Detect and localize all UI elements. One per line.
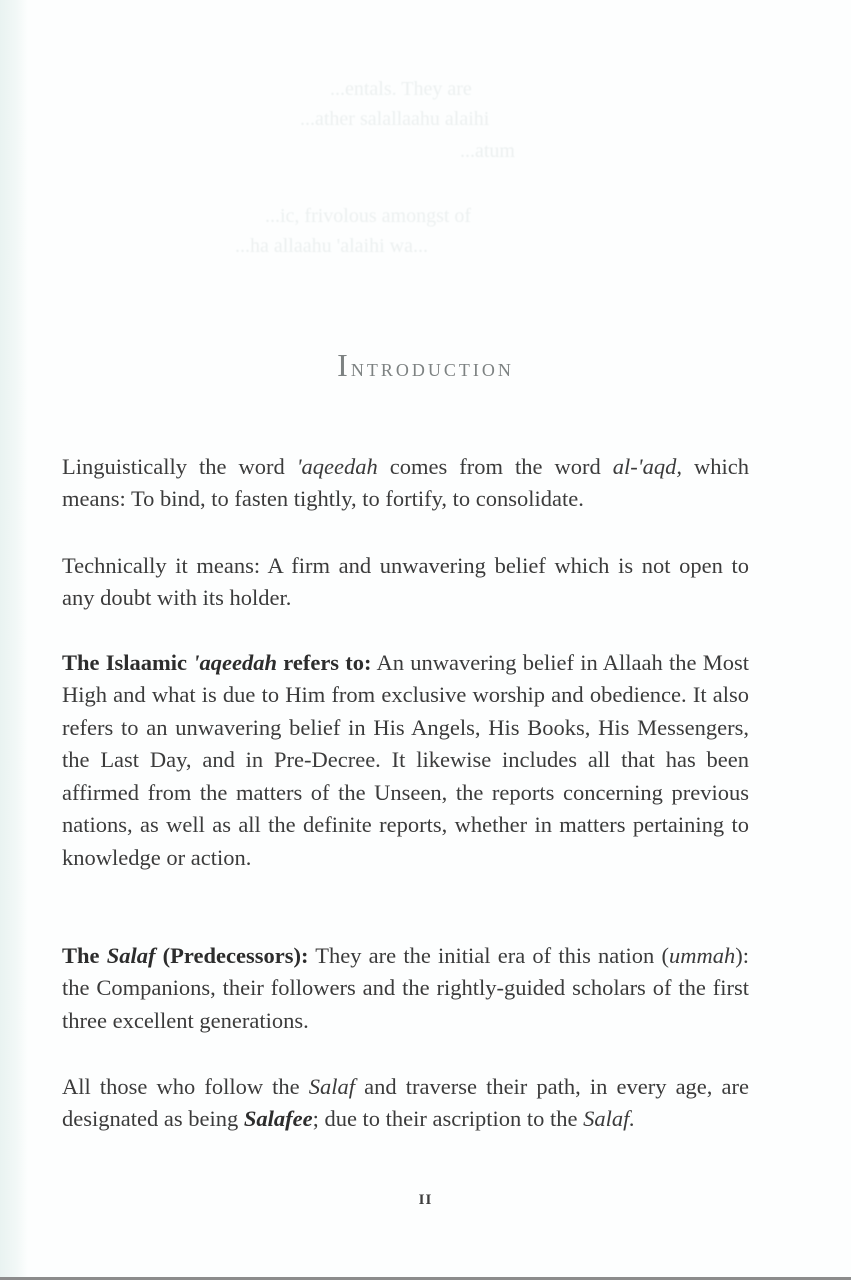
text-run: Salaf (308, 1073, 356, 1099)
text-run: ): the Companions, their followers and the rightly-guided scholars of the first three excellent generations. (62, 942, 749, 1033)
bleed-line: ...ha allaahu 'alaihi wa... (235, 235, 428, 257)
paragraph-linguistic (62, 451, 749, 516)
text-run: They are the initial era of this nation ( (308, 942, 669, 968)
text-run: 'aqeedah (296, 453, 378, 479)
text-run: and traverse their path, in every age, are designated as being (62, 1073, 749, 1131)
text-run: An unwavering belief in Allaah the Most High and what is due to Him from exclusive worship and obedience. It also refers to an unwavering belief in His Angels, His Books, His Messengers, the Last Day, and in Pre-Decree. It likewise includes all that has been affirmed from the matters of the Unseen, the reports concerning previous nations, as well as all the definite reports, whether in matters pertaining to knowledge or action. (62, 649, 749, 870)
text-run: al-'aqd, (612, 453, 682, 479)
paragraph-salaf (62, 940, 749, 1038)
text-run: Technically it means: A firm and unwavering belief which is not open to any doubt with its holder. (62, 552, 749, 610)
paragraph-technical (62, 550, 749, 615)
bleed-line: ...ather salallaahu alaihi (300, 108, 490, 130)
page-gutter-shadow (0, 0, 28, 1280)
text-run: 'aqeedah (193, 649, 278, 675)
text-run: comes from the word (377, 453, 613, 479)
title-rest: ntroduction (350, 353, 514, 383)
text-run: Linguistically the word (62, 453, 297, 479)
page-title (0, 347, 851, 384)
text-run: The Islaamic (62, 649, 194, 675)
text-run: ; due to their ascription to the (312, 1106, 584, 1131)
bleed-line: ...entals. They are (330, 78, 472, 100)
text-run: The (62, 942, 107, 968)
bleed-line: ...atum (460, 140, 515, 162)
text-run: which means: To bind, to fasten tightly, to fortify, to consolidate. (62, 453, 749, 511)
text-run: Salaf. (583, 1106, 636, 1131)
text-run: Salaf (106, 942, 156, 968)
text-run: Salafee (243, 1106, 313, 1131)
text-run: refers to: (277, 649, 372, 675)
page-number: II (418, 1192, 433, 1208)
text-run: ummah (668, 942, 736, 968)
paragraph-islaamic-aqeedah (62, 647, 749, 875)
paragraph-salafee (62, 1071, 749, 1136)
title-initial: I (337, 347, 351, 384)
text-run: All those who follow the (62, 1073, 309, 1099)
text-run: (Predecessors): (155, 942, 309, 968)
bleed-line: ...ic, frivolous amongst of (265, 205, 472, 227)
